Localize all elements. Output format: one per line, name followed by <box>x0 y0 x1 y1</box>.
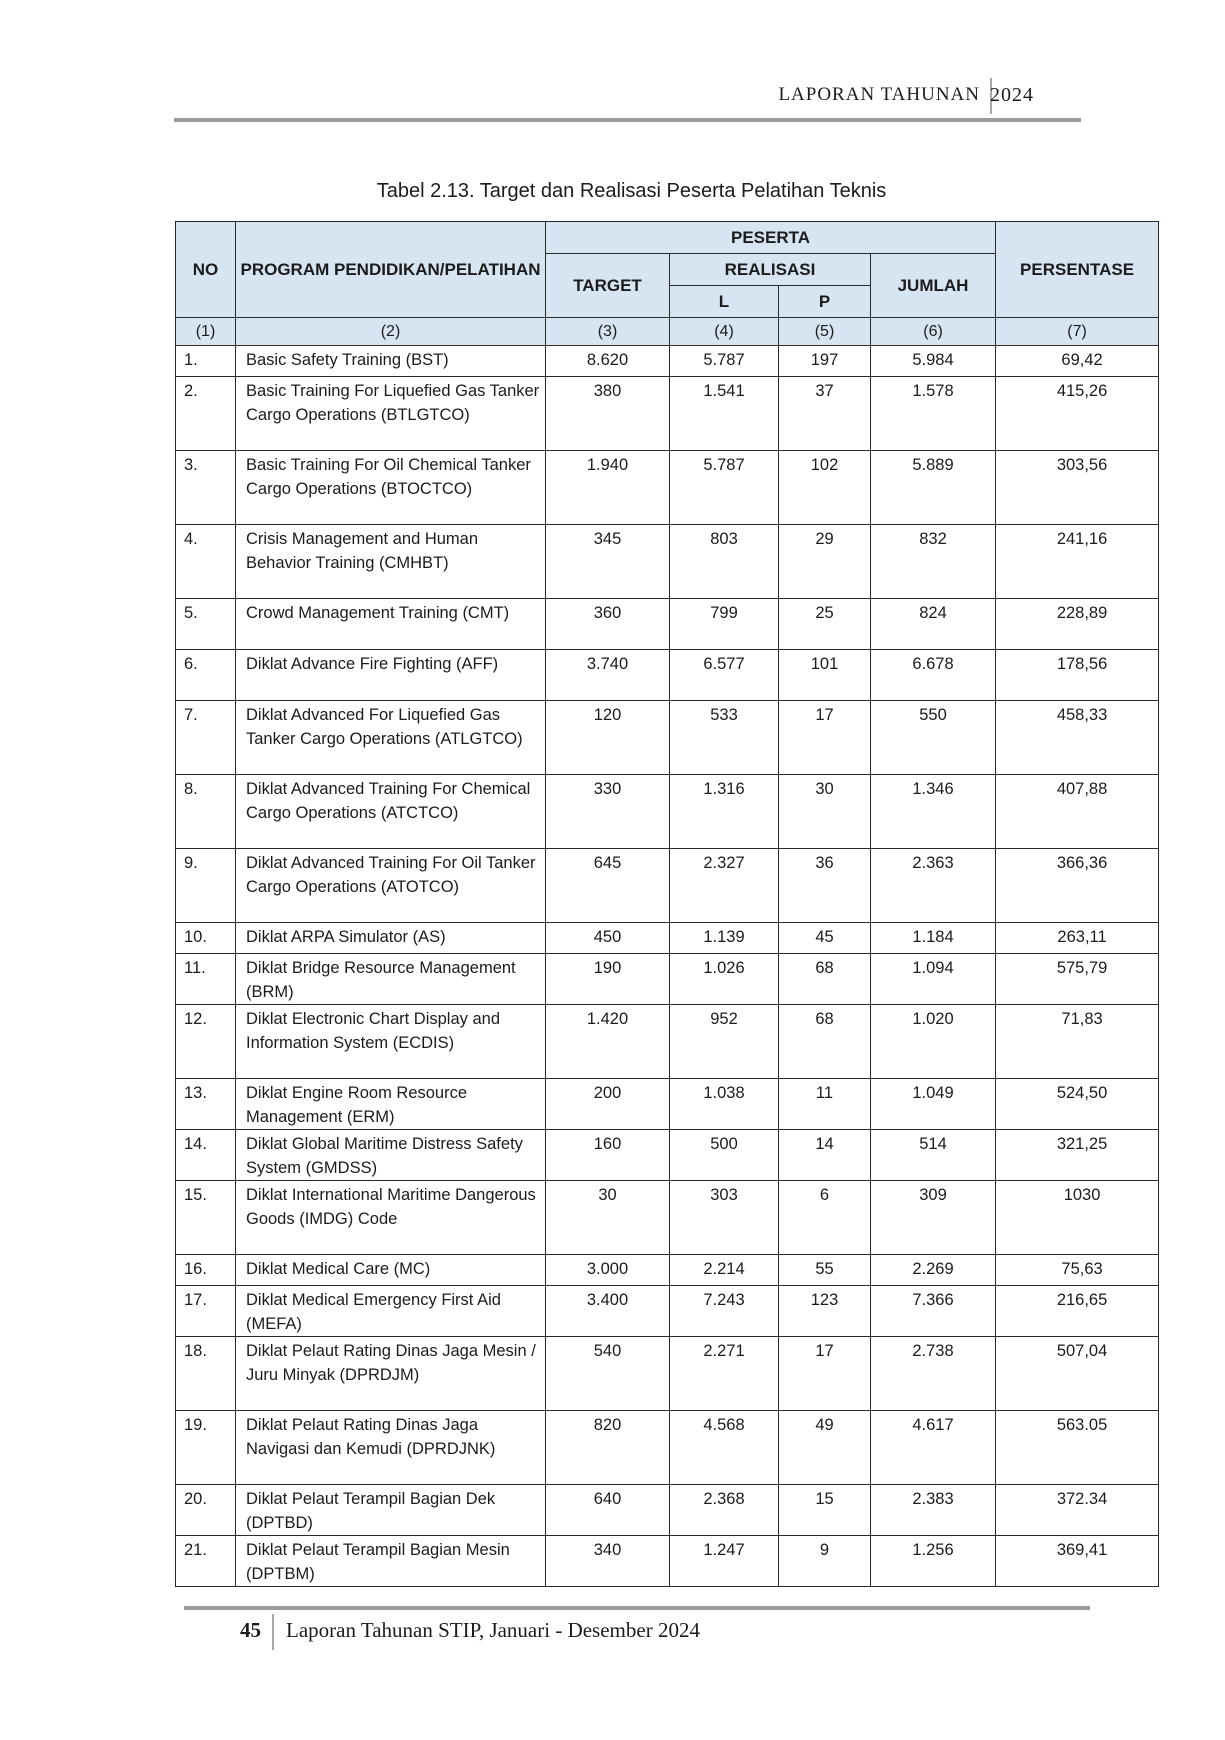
table-row <box>176 701 1159 775</box>
cell-target: 3.400 <box>546 1286 670 1337</box>
table-row <box>176 1485 1159 1536</box>
cell-persentase: 71,83 <box>996 1005 1159 1079</box>
cell-program: Diklat Global Maritime Distress Safety System (GMDSS) <box>236 1130 546 1181</box>
cell-target: 3.000 <box>546 1255 670 1286</box>
cell-target: 160 <box>546 1130 670 1181</box>
cell-no: 21. <box>176 1536 236 1587</box>
cell-target: 30 <box>546 1181 670 1255</box>
cell-target: 360 <box>546 599 670 650</box>
cell-p: 45 <box>779 923 871 954</box>
cell-persentase: 563.05 <box>996 1411 1159 1485</box>
cell-p: 30 <box>779 775 871 849</box>
cell-program: Diklat Medical Care (MC) <box>236 1255 546 1286</box>
cell-jumlah: 2.269 <box>871 1255 996 1286</box>
cell-program: Diklat Medical Emergency First Aid (MEFA) <box>236 1286 546 1337</box>
cell-target: 200 <box>546 1079 670 1130</box>
cell-target: 450 <box>546 923 670 954</box>
cell-persentase: 507,04 <box>996 1337 1159 1411</box>
cell-jumlah: 1.020 <box>871 1005 996 1079</box>
cell-target: 820 <box>546 1411 670 1485</box>
cell-l: 1.247 <box>670 1536 779 1587</box>
cell-l: 7.243 <box>670 1286 779 1337</box>
cell-jumlah: 514 <box>871 1130 996 1181</box>
cell-no: 12. <box>176 1005 236 1079</box>
cell-persentase: 372.34 <box>996 1485 1159 1536</box>
cell-persentase: 178,56 <box>996 650 1159 701</box>
table-row <box>176 954 1159 1005</box>
cell-p: 6 <box>779 1181 871 1255</box>
cell-l: 2.271 <box>670 1337 779 1411</box>
cell-jumlah: 309 <box>871 1181 996 1255</box>
header-persentase: PERSENTASE <box>996 222 1159 318</box>
header-l: L <box>670 286 779 318</box>
cell-no: 11. <box>176 954 236 1005</box>
cell-l: 799 <box>670 599 779 650</box>
cell-l: 4.568 <box>670 1411 779 1485</box>
header-realisasi: REALISASI <box>670 254 871 286</box>
cell-no: 9. <box>176 849 236 923</box>
participants-table <box>175 221 1159 1587</box>
header-title: LAPORAN TAHUNAN <box>778 84 980 105</box>
cell-jumlah: 1.578 <box>871 377 996 451</box>
cell-p: 17 <box>779 1337 871 1411</box>
cell-l: 2.368 <box>670 1485 779 1536</box>
cell-no: 5. <box>176 599 236 650</box>
table-row <box>176 346 1159 377</box>
cell-program: Diklat Electronic Chart Display and Information System (ECDIS) <box>236 1005 546 1079</box>
column-number: (5) <box>779 318 871 346</box>
header-target: TARGET <box>546 254 670 318</box>
cell-p: 68 <box>779 1005 871 1079</box>
cell-no: 10. <box>176 923 236 954</box>
cell-p: 25 <box>779 599 871 650</box>
cell-program: Diklat Pelaut Rating Dinas Jaga Mesin / Juru Minyak (DPRDJM) <box>236 1337 546 1411</box>
cell-persentase: 241,16 <box>996 525 1159 599</box>
cell-p: 49 <box>779 1411 871 1485</box>
cell-l: 1.541 <box>670 377 779 451</box>
cell-program: Basic Training For Oil Chemical Tanker Cargo Operations (BTOCTCO) <box>236 451 546 525</box>
cell-l: 303 <box>670 1181 779 1255</box>
page-number: 45 <box>240 1618 261 1642</box>
table-row <box>176 650 1159 701</box>
cell-target: 640 <box>546 1485 670 1536</box>
cell-persentase: 263,11 <box>996 923 1159 954</box>
table-row <box>176 1536 1159 1587</box>
cell-no: 16. <box>176 1255 236 1286</box>
cell-persentase: 407,88 <box>996 775 1159 849</box>
column-number: (1) <box>176 318 236 346</box>
footer-text: Laporan Tahunan STIP, Januari - Desember 2024 <box>286 1618 700 1642</box>
cell-jumlah: 2.738 <box>871 1337 996 1411</box>
cell-no: 13. <box>176 1079 236 1130</box>
table-row <box>176 451 1159 525</box>
cell-program: Diklat International Maritime Dangerous Goods (IMDG) Code <box>236 1181 546 1255</box>
table-row <box>176 525 1159 599</box>
cell-l: 5.787 <box>670 346 779 377</box>
column-number: (3) <box>546 318 670 346</box>
cell-target: 340 <box>546 1536 670 1587</box>
cell-persentase: 69,42 <box>996 346 1159 377</box>
table-row <box>176 849 1159 923</box>
cell-l: 1.038 <box>670 1079 779 1130</box>
cell-persentase: 415,26 <box>996 377 1159 451</box>
cell-target: 120 <box>546 701 670 775</box>
cell-no: 3. <box>176 451 236 525</box>
cell-persentase: 303,56 <box>996 451 1159 525</box>
header-year: 2024 <box>990 84 1034 106</box>
cell-no: 8. <box>176 775 236 849</box>
header-rule <box>174 118 1081 122</box>
header-program: PROGRAM PENDIDIKAN/PELATIHAN <box>236 222 546 318</box>
cell-persentase: 321,25 <box>996 1130 1159 1181</box>
cell-p: 102 <box>779 451 871 525</box>
table-caption <box>0 180 1225 203</box>
cell-program: Diklat Pelaut Rating Dinas Jaga Navigasi dan Kemudi (DPRDJNK) <box>236 1411 546 1485</box>
cell-target: 330 <box>546 775 670 849</box>
cell-no: 1. <box>176 346 236 377</box>
cell-persentase: 216,65 <box>996 1286 1159 1337</box>
cell-no: 7. <box>176 701 236 775</box>
cell-l: 2.214 <box>670 1255 779 1286</box>
cell-jumlah: 7.366 <box>871 1286 996 1337</box>
cell-p: 29 <box>779 525 871 599</box>
cell-persentase: 369,41 <box>996 1536 1159 1587</box>
cell-jumlah: 832 <box>871 525 996 599</box>
cell-jumlah: 1.184 <box>871 923 996 954</box>
cell-l: 952 <box>670 1005 779 1079</box>
cell-no: 18. <box>176 1337 236 1411</box>
cell-program: Basic Training For Liquefied Gas Tanker Cargo Operations (BTLGTCO) <box>236 377 546 451</box>
cell-target: 3.740 <box>546 650 670 701</box>
cell-target: 540 <box>546 1337 670 1411</box>
cell-l: 533 <box>670 701 779 775</box>
header-no: NO <box>176 222 236 318</box>
cell-target: 1.420 <box>546 1005 670 1079</box>
cell-program: Diklat Advanced For Liquefied Gas Tanker Cargo Operations (ATLGTCO) <box>236 701 546 775</box>
table-row <box>176 775 1159 849</box>
cell-p: 55 <box>779 1255 871 1286</box>
cell-target: 1.940 <box>546 451 670 525</box>
cell-jumlah: 5.889 <box>871 451 996 525</box>
cell-p: 123 <box>779 1286 871 1337</box>
cell-p: 11 <box>779 1079 871 1130</box>
header-p: P <box>779 286 871 318</box>
cell-no: 15. <box>176 1181 236 1255</box>
cell-jumlah: 6.678 <box>871 650 996 701</box>
cell-program: Diklat Advanced Training For Chemical Cargo Operations (ATCTCO) <box>236 775 546 849</box>
cell-program: Crowd Management Training (CMT) <box>236 599 546 650</box>
cell-program: Crisis Management and Human Behavior Training (CMHBT) <box>236 525 546 599</box>
header-peserta: PESERTA <box>546 222 996 254</box>
cell-target: 8.620 <box>546 346 670 377</box>
cell-target: 380 <box>546 377 670 451</box>
cell-program: Basic Safety Training (BST) <box>236 346 546 377</box>
table-caption-text: Tabel 2.13. Target dan Realisasi Peserta Pelatihan Teknis <box>376 180 887 202</box>
cell-target: 345 <box>546 525 670 599</box>
cell-jumlah: 1.094 <box>871 954 996 1005</box>
cell-program: Diklat Pelaut Terampil Bagian Dek (DPTBD) <box>236 1485 546 1536</box>
cell-p: 14 <box>779 1130 871 1181</box>
cell-jumlah: 1.256 <box>871 1536 996 1587</box>
cell-no: 20. <box>176 1485 236 1536</box>
table-row <box>176 1079 1159 1130</box>
cell-jumlah: 1.049 <box>871 1079 996 1130</box>
cell-target: 190 <box>546 954 670 1005</box>
table-row <box>176 1181 1159 1255</box>
cell-no: 17. <box>176 1286 236 1337</box>
cell-jumlah: 824 <box>871 599 996 650</box>
cell-p: 37 <box>779 377 871 451</box>
cell-persentase: 366,36 <box>996 849 1159 923</box>
cell-p: 36 <box>779 849 871 923</box>
cell-no: 4. <box>176 525 236 599</box>
cell-program: Diklat Pelaut Terampil Bagian Mesin (DPTBM) <box>236 1536 546 1587</box>
cell-p: 17 <box>779 701 871 775</box>
cell-p: 9 <box>779 1536 871 1587</box>
cell-persentase: 575,79 <box>996 954 1159 1005</box>
table-row <box>176 1130 1159 1181</box>
cell-program: Diklat ARPA Simulator (AS) <box>236 923 546 954</box>
cell-no: 6. <box>176 650 236 701</box>
cell-no: 14. <box>176 1130 236 1181</box>
cell-persentase: 75,63 <box>996 1255 1159 1286</box>
column-number: (4) <box>670 318 779 346</box>
table-row <box>176 1286 1159 1337</box>
cell-jumlah: 2.363 <box>871 849 996 923</box>
cell-program: Diklat Advance Fire Fighting (AFF) <box>236 650 546 701</box>
cell-l: 5.787 <box>670 451 779 525</box>
running-header <box>700 78 1080 114</box>
cell-jumlah: 1.346 <box>871 775 996 849</box>
cell-persentase: 1030 <box>996 1181 1159 1255</box>
table-row <box>176 377 1159 451</box>
footer-separator <box>272 1614 274 1650</box>
column-number: (2) <box>236 318 546 346</box>
cell-p: 68 <box>779 954 871 1005</box>
cell-no: 2. <box>176 377 236 451</box>
column-number: (7) <box>996 318 1159 346</box>
cell-persentase: 458,33 <box>996 701 1159 775</box>
cell-p: 101 <box>779 650 871 701</box>
cell-l: 500 <box>670 1130 779 1181</box>
table-row <box>176 1411 1159 1485</box>
cell-l: 1.139 <box>670 923 779 954</box>
table-row <box>176 1005 1159 1079</box>
cell-jumlah: 5.984 <box>871 346 996 377</box>
column-number: (6) <box>871 318 996 346</box>
cell-l: 6.577 <box>670 650 779 701</box>
table-row <box>176 599 1159 650</box>
cell-l: 2.327 <box>670 849 779 923</box>
table-row <box>176 1255 1159 1286</box>
cell-program: Diklat Bridge Resource Management (BRM) <box>236 954 546 1005</box>
cell-jumlah: 550 <box>871 701 996 775</box>
cell-program: Diklat Advanced Training For Oil Tanker Cargo Operations (ATOTCO) <box>236 849 546 923</box>
cell-l: 1.316 <box>670 775 779 849</box>
table-row <box>176 923 1159 954</box>
cell-p: 15 <box>779 1485 871 1536</box>
cell-persentase: 228,89 <box>996 599 1159 650</box>
cell-program: Diklat Engine Room Resource Management (ERM) <box>236 1079 546 1130</box>
column-number-row <box>176 318 1159 346</box>
cell-jumlah: 4.617 <box>871 1411 996 1485</box>
cell-l: 1.026 <box>670 954 779 1005</box>
cell-p: 197 <box>779 346 871 377</box>
table-row <box>176 1337 1159 1411</box>
footer-rule <box>184 1606 1090 1610</box>
cell-jumlah: 2.383 <box>871 1485 996 1536</box>
cell-target: 645 <box>546 849 670 923</box>
cell-no: 19. <box>176 1411 236 1485</box>
cell-persentase: 524,50 <box>996 1079 1159 1130</box>
header-jumlah: JUMLAH <box>871 254 996 318</box>
cell-l: 803 <box>670 525 779 599</box>
